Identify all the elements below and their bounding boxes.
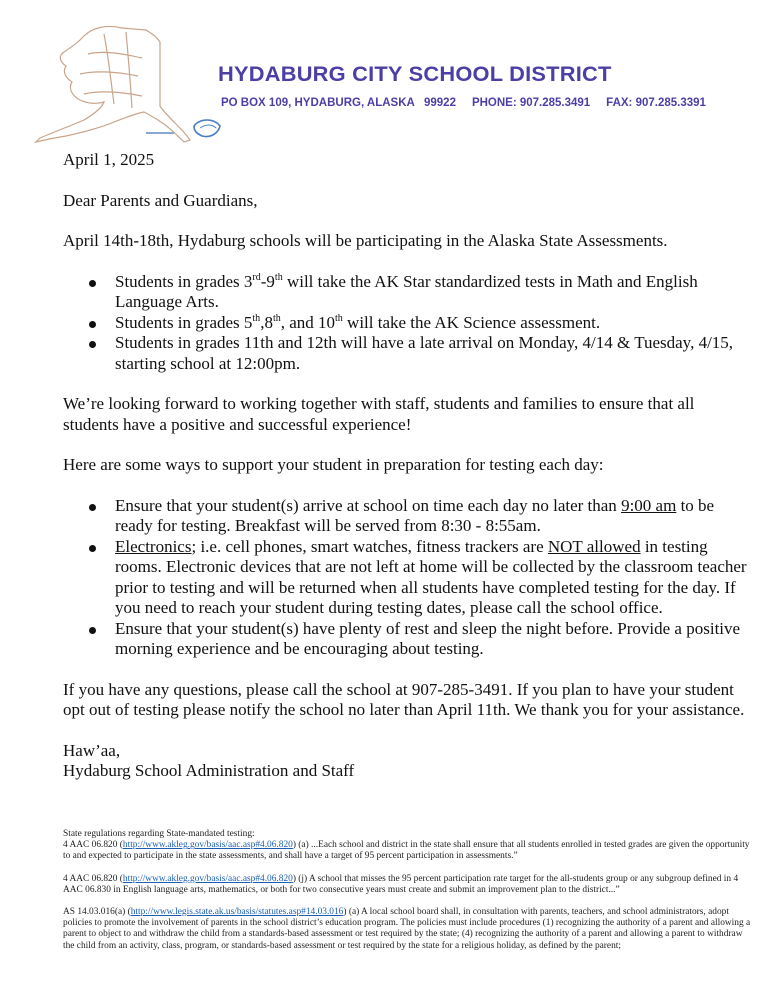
list-item: Students in grades 11th and 12th will have a late arrival on Monday, 4/14 & Tuesday, 4/15, starting school at 12:00pm.	[63, 333, 753, 374]
list-item: Ensure that your student(s) arrive at school on time each day no later than 9:00 am to be ready for testing. Breakfast will be served from 8:30 - 8:55am.	[63, 496, 753, 537]
bullet-icon	[89, 341, 96, 348]
bullet-icon	[89, 321, 96, 328]
district-name: HYDABURG CITY SCHOOL DISTRICT	[218, 63, 612, 86]
footnotes-heading: State regulations regarding State-mandated testing:	[63, 829, 255, 839]
bullet-icon	[89, 545, 96, 552]
statute-link[interactable]: http://www.akleg.gov/basis/aac.asp#4.06.820	[122, 840, 293, 851]
forward-paragraph: We’re looking forward to working together with staff, students and families to ensure that all students have a positive and successful experience!	[63, 394, 695, 434]
footnote-item: AS 14.03.016(a) (http://www.legis.state.ak.us/basis/statutes.asp#14.03.016) (a) A local school board shall, in consultation with parents, teachers, and school administrators, adopt policies to promote the involvement of parents in the school district’s education program. The policies must include procedures (1) recognizing the authority of a parent and allowing a parent to object to and withdraw the child from a standards-based assessment or test required by the state; (4) recognizing the authority of a parent and allowing a parent to withdraw the child from an activity, class, program, or standards-based assessment or test required by the state for a religious holiday, as defined by the parent;	[63, 907, 751, 951]
electronics-label: Electronics	[115, 536, 192, 556]
footnote-item: 4 AAC 06.820 (http://www.akleg.gov/basis/aac.asp#4.06.820) (j) A school that misses the 95 percent participation rate target for the all-students group or any subgroup defined in 4 AAC 06.830 in English language arts, mathematics, or both for two consecutive years must create and submit an improvement plan to the district...”	[63, 873, 739, 895]
intro-paragraph: April 14th-18th, Hydaburg schools will be participating in the Alaska State Assessments.	[63, 231, 668, 250]
letter-body	[63, 150, 753, 782]
support-list	[63, 496, 753, 660]
list-item: Electronics; i.e. cell phones, smart watches, fitness trackers are NOT allowed in testing rooms. Electronic devices that are not left at home will be collected by the classroom teacher prior to testing and will be returned when all students have completed testing for the day. If you need to reach your student during testing dates, please call the school office.	[63, 537, 753, 619]
bullet-icon	[89, 627, 96, 634]
alaska-map-icon	[14, 14, 229, 144]
bullet-icon	[89, 504, 96, 511]
letter-date: April 1, 2025	[63, 150, 155, 169]
salutation: Dear Parents and Guardians,	[63, 190, 258, 210]
district-contact-line: PO BOX 109, HYDABURG, ALASKA 99922 PHONE: 907.285.3491 FAX: 907.285.3391	[221, 97, 706, 109]
letterhead	[0, 0, 783, 145]
list-item: Students in grades 3rd-9th will take the AK Star standardized tests in Math and English Language Arts.	[63, 272, 753, 313]
arrival-time: 9:00 am	[621, 495, 677, 515]
signature: Hydaburg School Administration and Staff	[63, 761, 355, 780]
list-item: Ensure that your student(s) have plenty of rest and sleep the night before. Provide a positive morning experience and be encouraging about testing.	[63, 619, 753, 660]
footnotes	[63, 829, 753, 963]
footnote-item: 4 AAC 06.820 (http://www.akleg.gov/basis/aac.asp#4.06.820) (a) ...Each school and district in the state shall ensure that all students enrolled in tested grades are given the opportunity to and expected to participate in the state assessments, and shall have a target of 95 percent participation in assessments.”	[63, 840, 750, 862]
statute-link[interactable]: http://www.akleg.gov/basis/aac.asp#4.06.820	[122, 873, 293, 884]
closing-paragraph: If you have any questions, please call the school at 907-285-3491. If you plan to have your student opt out of testing please notify the school no later than April 11th. We thank you for your assistance.	[63, 679, 745, 719]
list-item: Students in grades 5th,8th, and 10th will take the AK Science assessment.	[63, 313, 753, 334]
signoff: Haw’aa,	[63, 740, 121, 760]
assessment-list	[63, 272, 753, 375]
bullet-icon	[89, 280, 96, 287]
support-intro: Here are some ways to support your student in preparation for testing each day:	[63, 455, 604, 474]
statute-link[interactable]: http://www.legis.state.ak.us/basis/statutes.asp#14.03.016	[130, 907, 344, 918]
not-allowed-label: NOT allowed	[547, 536, 641, 556]
